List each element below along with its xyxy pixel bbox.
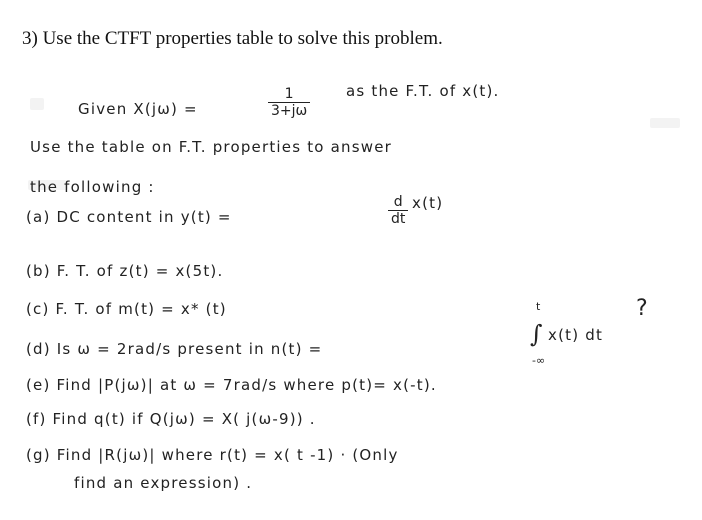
integral-lower-limit: -∞ [532,354,546,367]
instruction-line: Use the table on F.T. properties to answer [30,138,393,156]
given-numerator: 1 [268,86,310,103]
part-g-continuation: find an expression) . [74,474,253,492]
given-denominator: 3+jω [271,103,308,119]
part-a: (a) DC content in y(t) = [26,208,232,226]
part-b: (b) F. T. of z(t) = x(5t). [26,262,224,280]
part-a-numerator: d [388,194,408,211]
scan-smudge [30,98,44,110]
part-g: (g) Find |R(jω)| where r(t) = x( t -1) · (Only [26,446,399,464]
part-c: (c) F. T. of m(t) = x* (t) [26,300,227,318]
integral-integrand: x(t) dt [548,326,604,344]
scan-smudge [650,118,680,128]
part-e: (e) Find |P(jω)| at ω = 7rad/s where p(t)= x(-t). [26,376,437,394]
part-f: (f) Find q(t) if Q(jω) = X( j(ω-9)) . [26,410,316,428]
integral-upper-limit: t [536,300,541,313]
given-prefix: Given X(jω) = [78,100,198,118]
instruction-continuation: the following : [30,178,155,196]
problem-heading: 3) Use the CTFT properties table to solve this problem. [22,28,443,49]
integral-sign-icon: ∫ [530,320,543,348]
part-a-function: x(t) [412,194,444,212]
part-d: (d) Is ω = 2rad/s present in n(t) = [26,340,323,358]
part-a-denominator: dt [391,211,406,227]
part-a-derivative [388,194,408,227]
given-fraction [268,86,310,119]
given-suffix: as the F.T. of x(t). [346,82,500,100]
question-mark: ? [636,296,648,321]
